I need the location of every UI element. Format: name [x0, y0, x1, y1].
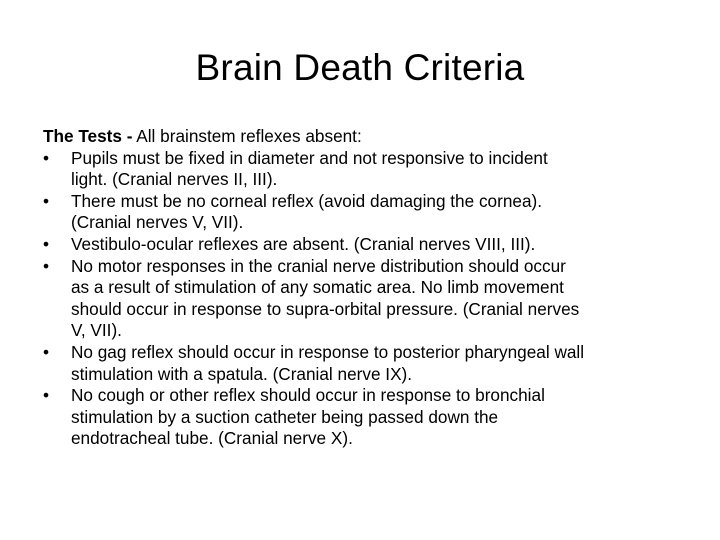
list-item-text-line: stimulation by a suction catheter being passed down the — [71, 406, 499, 427]
intro-line — [43, 126, 683, 148]
list-item-motor — [43, 256, 683, 342]
bullet-icon: • — [43, 341, 50, 362]
list-item-text-line: No motor responses in the cranial nerve distribution should occur — [71, 255, 566, 276]
list-item-text-line: No cough or other reflex should occur in response to bronchial — [71, 385, 545, 406]
list-item-text-line: Pupils must be fixed in diameter and not responsive to incident — [71, 147, 548, 168]
list-item-corneal — [43, 191, 683, 234]
bullet-icon: • — [43, 255, 50, 276]
list-item-text-line: There must be no corneal reflex (avoid damaging the cornea). — [71, 190, 543, 211]
list-item-cough — [43, 385, 683, 450]
list-item-text-line: light. (Cranial nerves II, III). — [71, 169, 278, 190]
list-item-pupils — [43, 148, 683, 191]
list-item-text-line: No gag reflex should occur in response to posterior pharyngeal wall — [71, 341, 585, 362]
slide-title: Brain Death Criteria — [195, 47, 525, 88]
list-item-text-line: should occur in response to supra-orbital pressure. (Cranial nerves — [71, 298, 580, 319]
bullet-icon: • — [43, 233, 50, 254]
slide-body — [43, 126, 683, 450]
list-item-text-line: endotracheal tube. (Cranial nerve X). — [71, 428, 353, 449]
list-item-text-line: stimulation with a spatula. (Cranial nerve IX). — [71, 363, 413, 384]
list-item-text-line: V, VII). — [71, 320, 122, 341]
list-item-text-line: Vestibulo-ocular reflexes are absent. (Cranial nerves VIII, III). — [71, 233, 536, 254]
bullet-icon: • — [43, 190, 50, 211]
bullet-icon: • — [43, 385, 50, 406]
intro-label: The Tests - — [43, 126, 133, 146]
bullet-icon: • — [43, 147, 50, 168]
intro-text: All brainstem reflexes absent: — [132, 126, 362, 146]
list-item-gag — [43, 342, 683, 385]
list-item-text-line: as a result of stimulation of any somatic area. No limb movement — [71, 277, 564, 298]
list-item-text-line: (Cranial nerves V, VII). — [71, 212, 244, 233]
criteria-list — [43, 148, 683, 450]
list-item-vestibulo-ocular — [43, 234, 683, 256]
